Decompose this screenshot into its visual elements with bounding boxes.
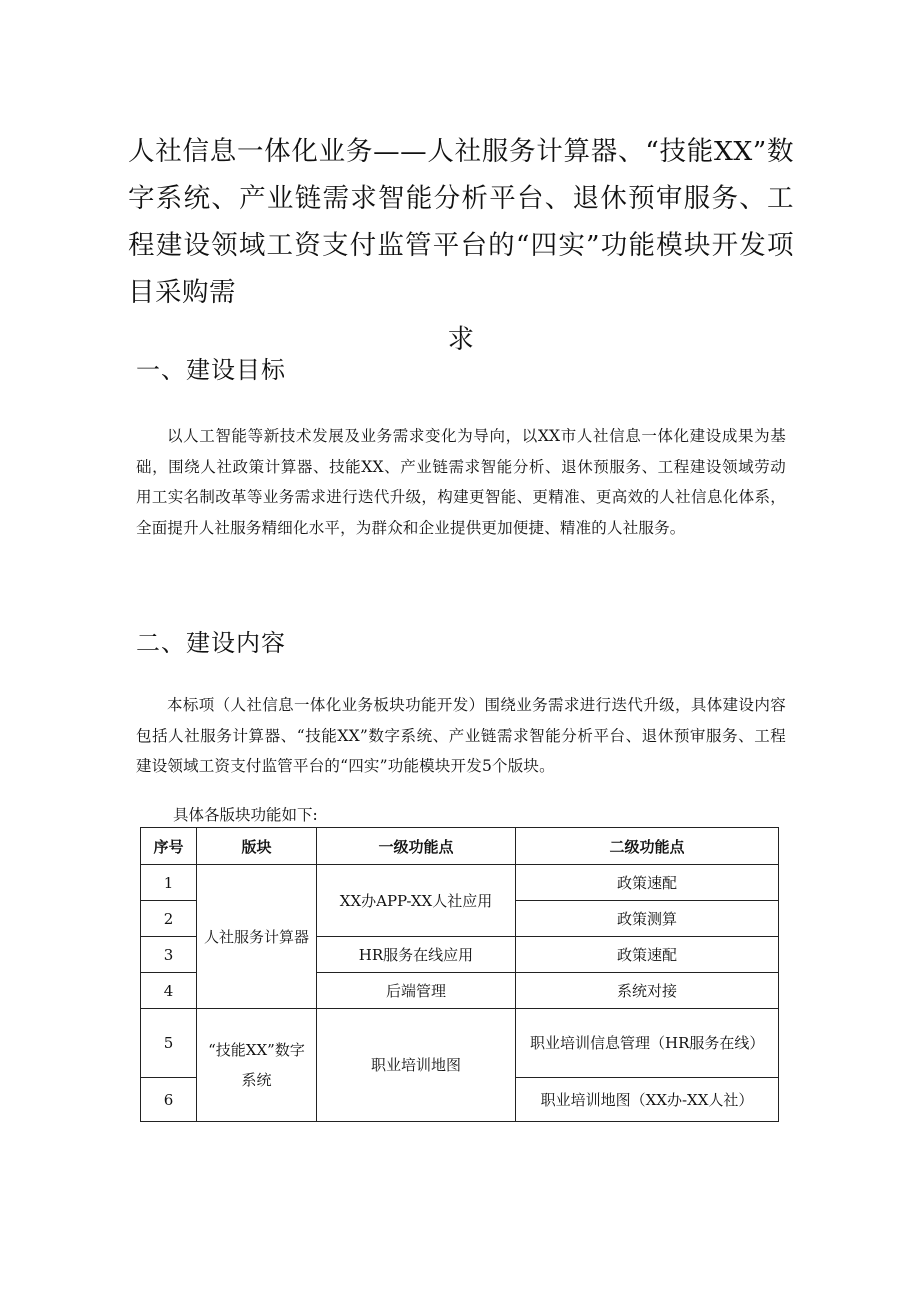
cell-level2: 职业培训地图（XX办-XX人社）: [516, 1078, 779, 1122]
cell-level2: 系统对接: [516, 973, 779, 1009]
title-line-4: 求: [447, 324, 475, 355]
cell-level2: 政策速配: [516, 865, 779, 901]
cell-block: 人社服务计算器: [197, 865, 317, 1009]
cell-no: 6: [141, 1078, 197, 1122]
cell-no: 1: [141, 865, 197, 901]
header-no: 序号: [141, 828, 197, 865]
section-heading-content: 二、建设内容: [136, 629, 286, 657]
section-heading-goals: 一、建设目标: [136, 356, 286, 384]
section-content-paragraph: 本标项（人社信息一体化业务板块功能开发）围绕业务需求进行迭代升级，具体建设内容包括人社服务计算器、“技能XX”数字系统、产业链需求智能分析平台、退休预审服务、工程建设领域工资支付监管平台的“四实”功能模块开发5个版块。: [136, 696, 786, 775]
title-line-2: 系统、产业链需求智能分析平台、退休预审服务、工程建设: [128, 183, 795, 261]
title-line-3: 领域工资支付监管平台的“四实”功能模块开发项目采购需: [128, 230, 794, 308]
title-line-1: 人社信息一体化业务——人社服务计算器、“技能XX”数字: [128, 136, 794, 214]
header-level1: 一级功能点: [317, 828, 516, 865]
function-table: [140, 827, 779, 1122]
section-goals-paragraph: 以人工智能等新技术发展及业务需求变化为导向，以XX市人社信息一体化建设成果为基础，围绕人社政策计算器、技能XX、产业链需求智能分析、退休预服务、工程建设领域劳动用工实名制改革等业务需求进行迭代升级，构建更智能、更精准、更高效的人社信息化体系，全面提升人社服务精细化水平，为群众和企业提供更加便捷、精准的人社服务。: [136, 427, 786, 537]
document-title: [128, 128, 794, 363]
header-block: 版块: [197, 828, 317, 865]
cell-no: 2: [141, 901, 197, 937]
header-level2: 二级功能点: [516, 828, 779, 865]
cell-level2: 政策测算: [516, 901, 779, 937]
cell-level2: 职业培训信息管理（HR服务在线）: [516, 1009, 779, 1078]
cell-level1: 后端管理: [317, 973, 516, 1009]
table-caption: 具体各版块功能如下:: [173, 806, 318, 824]
cell-level2: 政策速配: [516, 937, 779, 973]
table-row: [141, 1009, 779, 1078]
cell-block: “技能XX”数字系统: [197, 1009, 317, 1122]
cell-level1: XX办APP-XX人社应用: [317, 865, 516, 937]
table-header-row: [141, 828, 779, 865]
cell-level1: HR服务在线应用: [317, 937, 516, 973]
table-row: [141, 865, 779, 901]
cell-no: 5: [141, 1009, 197, 1078]
cell-no: 4: [141, 973, 197, 1009]
cell-no: 3: [141, 937, 197, 973]
cell-level1: 职业培训地图: [317, 1009, 516, 1122]
